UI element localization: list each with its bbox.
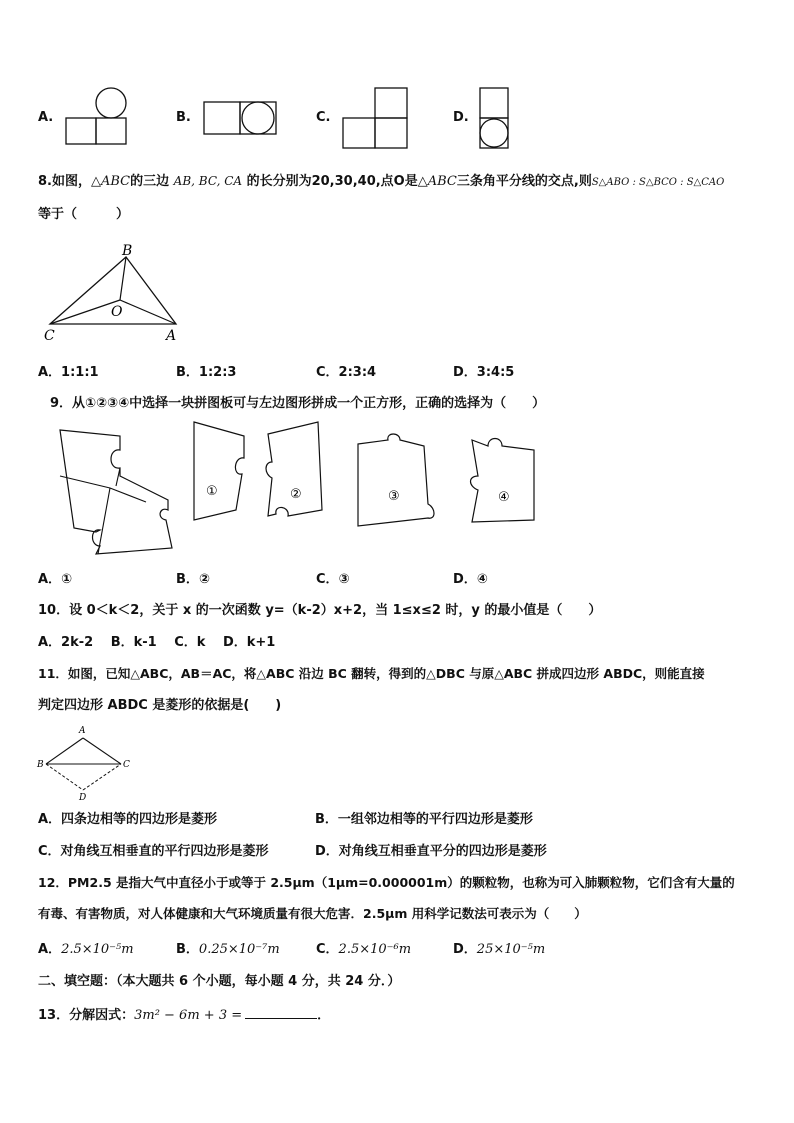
q11-rhombus-figure: [36, 724, 136, 804]
q9-piece-4: [464, 432, 544, 528]
q9-piece-4-label: ④: [498, 490, 510, 505]
q11-label-a: A: [79, 726, 86, 736]
q9-option-d: D．④: [453, 572, 488, 587]
q8-option-a: A．1:1:1: [38, 365, 99, 380]
q8-option-d: D．3:4:5: [453, 365, 515, 380]
q9-piece-2-label: ②: [290, 487, 302, 502]
q7-option-c-label: C.: [316, 110, 331, 125]
q11-label-c: C: [123, 760, 130, 770]
q8-triangle-figure: [40, 244, 190, 344]
q12-line1: 12．PM2.5 是指大气中直径小于或等于 2.5μm（1μm=0.000001m）的颗粒物，也称为可入肺颗粒物，它们含有大量的: [38, 875, 735, 890]
q8-stem: 8.如图，△ABC的三边 AB, BC, CA 的长分别为20,30,40,点O是△ABC三条角平分线的交点,则S△ABO : S△BCO : S△CAO: [38, 174, 725, 189]
q10-options: A．2k-2 B．k-1 C．k D．k+1: [38, 635, 276, 650]
q11-option-d: D．对角线互相垂直平分的四边形是菱形: [315, 844, 547, 859]
q11-label-b: B: [37, 760, 44, 770]
q7-option-d-figure: [478, 86, 510, 150]
q11-option-a: A．四条边相等的四边形是菱形: [38, 812, 218, 827]
q9-option-b: B．②: [176, 572, 210, 587]
q8-label-b: B: [122, 243, 133, 259]
q9-option-a: A．①: [38, 572, 73, 587]
q13: 13．分解因式：3m² − 6m + 3 = ．: [38, 1008, 331, 1023]
q11-label-d: D: [79, 793, 87, 803]
q7-option-a-figure: [64, 86, 128, 146]
q12-option-c: C．2.5×10⁻⁶m: [316, 942, 412, 957]
section-heading: 二、填空题：（本大题共 6 个小题，每小题 4 分，共 24 分．）: [38, 974, 401, 989]
q11-option-c: C．对角线互相垂直的平行四边形是菱形: [38, 844, 269, 859]
q7-option-a-label: A.: [38, 110, 54, 125]
q12-line2: 有毒、有害物质，对人体健康和大气环境质量有很大危害．2.5μm 用科学记数法可表示为（ ）: [38, 906, 587, 921]
q7-option-c-figure: [341, 86, 409, 150]
q9-piece-3-label: ③: [388, 489, 400, 504]
q9-option-c: C．③: [316, 572, 350, 587]
q10-stem: 10．设 0＜k＜2，关于 x 的一次函数 y=（k-2）x+2，当 1≤x≤2 时，y 的最小值是（ ）: [38, 603, 602, 618]
q9-stem: 9．从①②③④中选择一块拼图板可与左边图形拼成一个正方形，正确的选择为（ ）: [50, 396, 546, 411]
q8-line2: 等于（ ）: [38, 207, 130, 222]
q12-option-d: D．25×10⁻⁵m: [453, 942, 546, 957]
q7-option-d-label: D.: [453, 110, 469, 125]
q8-label-c: C: [44, 328, 55, 344]
q12-option-a: A．2.5×10⁻⁵m: [38, 942, 134, 957]
q12-option-b: B．0.25×10⁻⁷m: [176, 942, 280, 957]
q9-puzzle-figure: [56, 428, 176, 554]
q8-label-o: O: [111, 304, 123, 320]
q7-option-b-figure: [203, 100, 279, 136]
q7-option-b-label: B.: [176, 110, 191, 125]
q8-option-b: B．1:2:3: [176, 365, 237, 380]
q13-expression: 3m² − 6m + 3 =: [134, 1008, 243, 1023]
q9-piece-3: [354, 436, 438, 526]
q8-label-a: A: [166, 328, 177, 344]
q11-option-b: B．一组邻边相等的平行四边形是菱形: [315, 812, 533, 827]
q13-answer-blank[interactable]: [245, 1006, 317, 1019]
q8-option-c: C．2:3:4: [316, 365, 377, 380]
q13-stem: 13．分解因式：: [38, 1008, 135, 1023]
q11-line1: 11．如图，已知△ABC，AB＝AC，将△ABC 沿边 BC 翻转，得到的△DBC 与原△ABC 拼成四边形 ABDC，则能直接: [38, 666, 705, 681]
q9-piece-2: [264, 418, 330, 528]
q9-piece-1: [190, 418, 250, 528]
q11-line2: 判定四边形 ABDC 是菱形的依据是( ): [38, 698, 282, 713]
q9-piece-1-label: ①: [206, 484, 218, 499]
